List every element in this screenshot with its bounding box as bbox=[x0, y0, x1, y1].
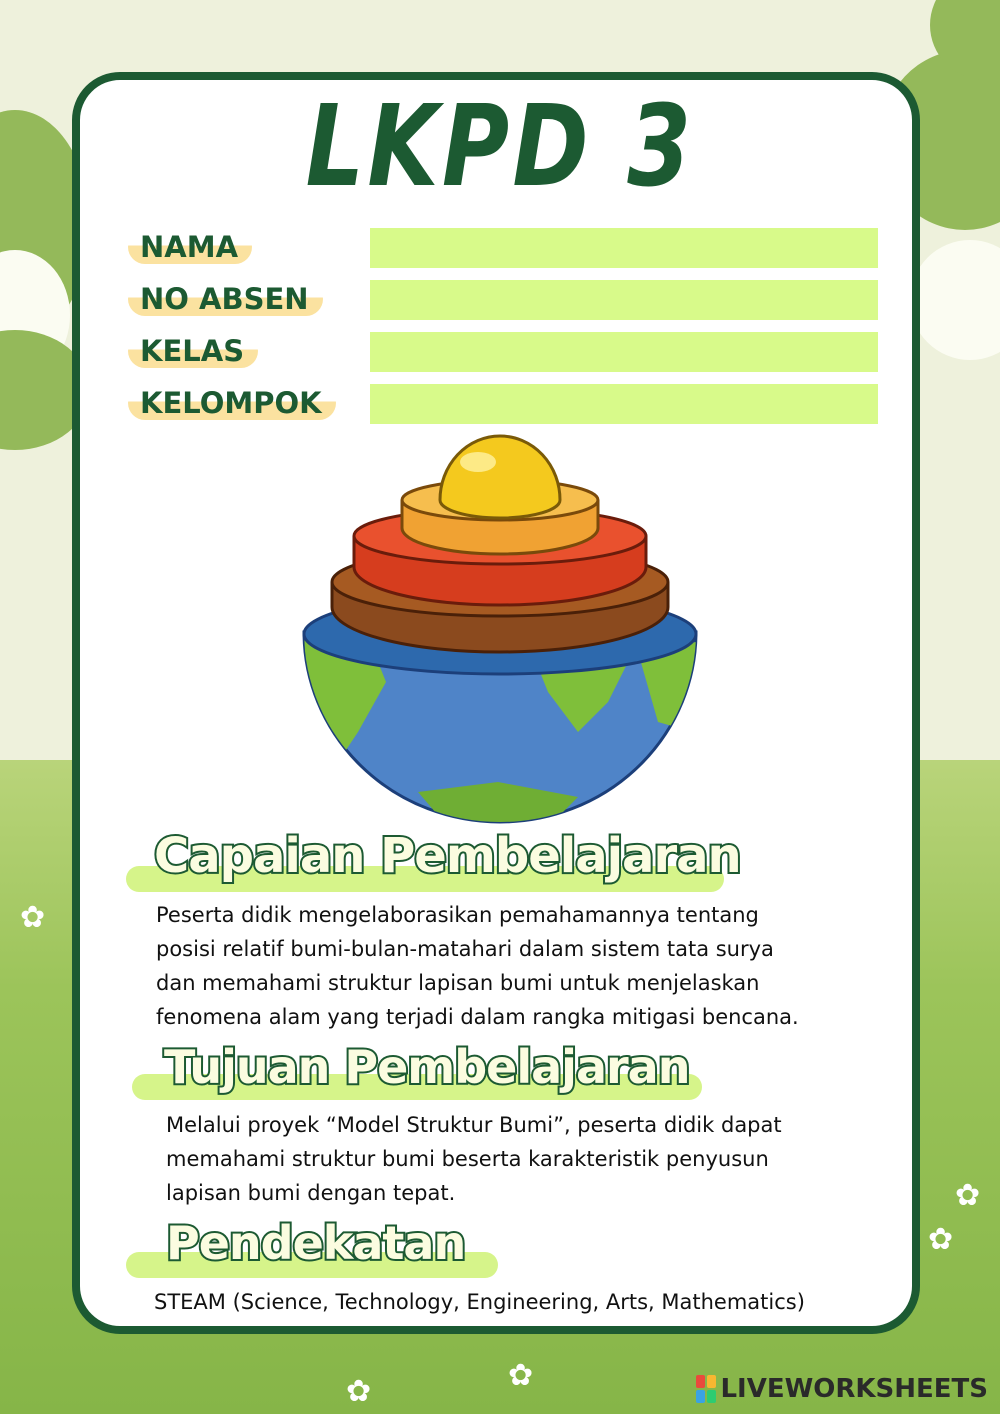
heading-tujuan-pembelajaran: Tujuan Pembelajaran bbox=[164, 1040, 690, 1094]
bg-blob bbox=[910, 240, 1000, 360]
no-absen-input[interactable] bbox=[370, 280, 878, 320]
field-label-no-absen: NO ABSEN bbox=[128, 282, 323, 316]
capaian-line: Peserta didik mengelaborasikan pemahamannya tentang bbox=[156, 903, 759, 927]
field-label-nama: NAMA bbox=[128, 230, 252, 264]
capaian-line: posisi relatif bumi-bulan-matahari dalam sistem tata surya bbox=[156, 937, 774, 961]
kelas-input[interactable] bbox=[370, 332, 878, 372]
flower-icon: ✿ bbox=[928, 1222, 954, 1257]
page-title: LKPD 3 bbox=[305, 82, 695, 212]
flower-icon: ✿ bbox=[20, 900, 46, 935]
capaian-line: fenomena alam yang terjadi dalam rangka mitigasi bencana. bbox=[156, 1005, 799, 1029]
pendekatan-text: STEAM (Science, Technology, Engineering, Arts, Mathematics) bbox=[154, 1290, 805, 1314]
liveworksheets-logo-icon bbox=[696, 1375, 716, 1403]
nama-input[interactable] bbox=[370, 228, 878, 268]
tujuan-line: lapisan bumi dengan tepat. bbox=[166, 1181, 456, 1205]
capaian-line: dan memahami struktur lapisan bumi untuk menjelaskan bbox=[156, 971, 760, 995]
heading-pendekatan: Pendekatan bbox=[166, 1216, 466, 1270]
tujuan-line: Melalui proyek “Model Struktur Bumi”, peserta didik dapat bbox=[166, 1113, 782, 1137]
field-label-kelas: KELAS bbox=[128, 334, 258, 368]
flower-icon: ✿ bbox=[955, 1178, 981, 1213]
tujuan-line: memahami struktur bumi beserta karakteristik penyusun bbox=[166, 1147, 769, 1171]
flower-icon: ✿ bbox=[346, 1374, 372, 1409]
heading-capaian-pembelajaran: Capaian Pembelajaran bbox=[154, 828, 741, 884]
liveworksheets-watermark[interactable] bbox=[696, 1374, 988, 1404]
kelompok-input[interactable] bbox=[370, 384, 878, 424]
field-label-kelompok: KELOMPOK bbox=[128, 386, 336, 420]
flower-icon: ✿ bbox=[508, 1358, 534, 1393]
watermark-text: LIVEWORKSHEETS bbox=[720, 1374, 988, 1404]
earth-layers-illustration bbox=[298, 432, 702, 824]
